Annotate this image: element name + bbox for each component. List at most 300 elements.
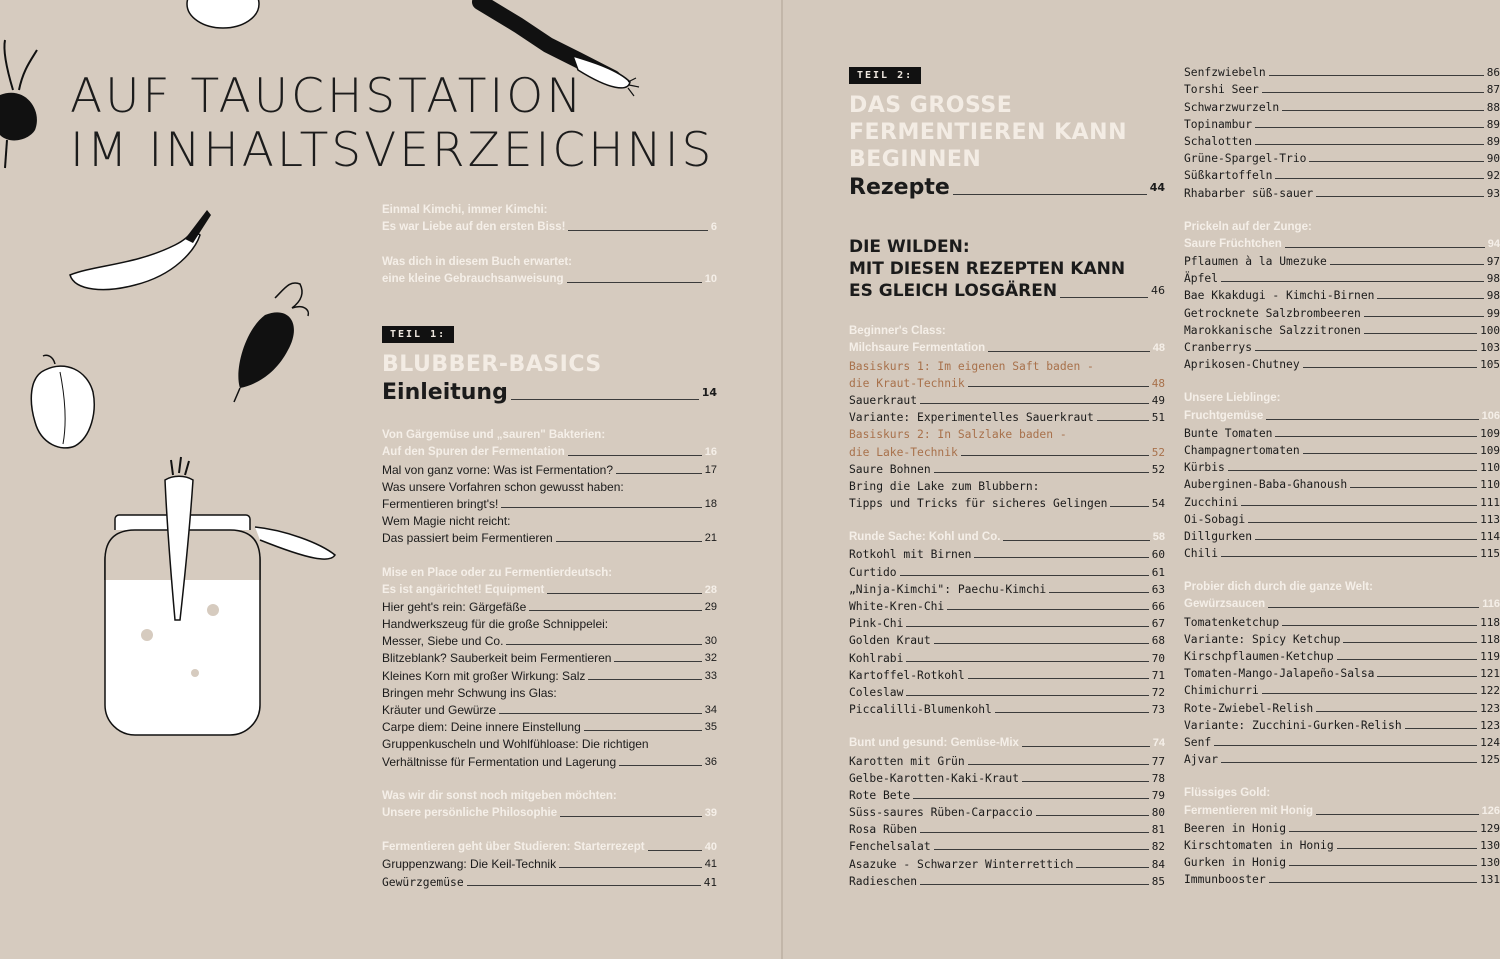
toc-entry[interactable]: [1184, 612, 1500, 629]
page-number: 126: [1481, 804, 1500, 817]
leader-dots: [1248, 522, 1477, 523]
leader-dots: [995, 712, 1149, 713]
entry-title: Fermentieren geht über Studieren: Starterrezept: [382, 841, 645, 854]
toc-entry[interactable]: [1184, 784, 1500, 801]
toc-entry[interactable]: [1184, 355, 1500, 372]
toc-entry[interactable]: [849, 854, 1165, 871]
entry-title: Blitzeblank? Sauberkeit beim Fermentieren: [382, 651, 612, 666]
leader-dots: [1228, 470, 1477, 471]
leader-dots: [900, 575, 1149, 576]
toc-entry[interactable]: [382, 632, 717, 649]
leader-dots: [567, 282, 702, 283]
leader-dots: [1337, 848, 1477, 849]
leader-dots: [1316, 711, 1477, 712]
toc-entry[interactable]: [849, 374, 1165, 391]
page-number: 116: [1482, 598, 1500, 611]
toc-entry[interactable]: [849, 477, 1165, 494]
page-number: 63: [1151, 582, 1165, 596]
toc-entry[interactable]: [382, 378, 717, 406]
toc-entry[interactable]: [849, 631, 1165, 648]
page-number: 130: [1480, 856, 1500, 870]
toc-entry[interactable]: [382, 649, 717, 666]
toc-entry[interactable]: [1184, 544, 1500, 561]
toc-entry[interactable]: [382, 563, 717, 580]
toc-entry[interactable]: [1184, 389, 1500, 406]
toc-entry[interactable]: [1184, 303, 1500, 320]
toc-entry[interactable]: [849, 322, 1165, 339]
entry-title: Prickeln auf der Zunge:: [1184, 220, 1312, 233]
page-number: 39: [704, 806, 717, 819]
entry-title: Messer, Siebe und Co.: [382, 634, 504, 649]
page-number: 115: [1480, 547, 1500, 561]
leader-dots: [1214, 745, 1477, 746]
part1-toc: [382, 426, 717, 890]
page-number: 72: [1151, 685, 1165, 699]
toc-entry[interactable]: [382, 855, 717, 872]
toc-entry[interactable]: [849, 614, 1165, 631]
title-line-2: IM INHALTSVERZEICHNIS: [70, 123, 715, 178]
entry-title: Beginner's Class:: [849, 325, 946, 338]
entry-title: White-Kren-Chi: [849, 600, 945, 613]
page-number: 81: [1151, 823, 1165, 837]
toc-entry[interactable]: [1184, 492, 1500, 509]
entry-title: Beeren in Honig: [1184, 821, 1287, 835]
toc-entry[interactable]: [1184, 853, 1500, 870]
entry-title: die Lake-Technik: [849, 445, 958, 459]
leader-dots: [913, 798, 1149, 799]
leader-dots: [1337, 659, 1477, 660]
entry-title: Wem Magie nicht reicht:: [382, 514, 511, 529]
toc-entry[interactable]: [1184, 406, 1500, 423]
entry-title: Mise en Place oder zu Fermentierdeutsch:: [382, 566, 613, 579]
entry-title: Kirschpflaumen-Ketchup: [1184, 650, 1334, 663]
entry-title: Bunt und gesund: Gemüse-Mix: [849, 737, 1019, 750]
entry-title: Mal von ganz vorne: Was ist Fermentation?: [382, 462, 613, 477]
page-number: 17: [704, 463, 717, 476]
part2-badge: TEIL 2:: [849, 67, 921, 84]
page-number: 33: [704, 669, 717, 682]
toc-entry[interactable]: [1184, 698, 1500, 715]
page-number: 97: [1486, 255, 1500, 269]
page-number: 110: [1480, 461, 1500, 475]
toc-entry[interactable]: [849, 786, 1165, 803]
toc-entry[interactable]: [382, 443, 717, 460]
page-number: 41: [703, 875, 717, 889]
leader-dots: [1330, 264, 1484, 265]
toc-entry[interactable]: [1184, 647, 1500, 664]
leader-dots: [1049, 592, 1149, 593]
leader-dots: [1364, 316, 1484, 317]
entry-title: Saure Bohnen: [849, 462, 931, 476]
toc-entry[interactable]: [1184, 149, 1500, 166]
leader-dots: [1282, 625, 1477, 626]
wild-line: MIT DIESEN REZEPTEN KANN: [849, 259, 1126, 279]
entry-title: Saure Früchtchen: [1184, 237, 1282, 250]
entry-title: Sauerkraut: [849, 393, 918, 407]
toc-entry[interactable]: [849, 562, 1165, 579]
leader-dots: [1303, 453, 1478, 454]
page-number: 84: [1151, 857, 1165, 871]
toc-entry[interactable]: [1184, 510, 1500, 527]
entry-title: Handwerkszeug für die große Schnippelei:: [382, 617, 609, 632]
toc-entry[interactable]: [1184, 97, 1500, 114]
toc-entry[interactable]: [1184, 218, 1500, 235]
toc-entry[interactable]: [1184, 630, 1500, 647]
beet-illustration: [0, 40, 50, 170]
toc-entry[interactable]: [382, 701, 717, 718]
leader-dots: [648, 850, 702, 851]
toc-entry[interactable]: [382, 615, 717, 632]
entry-title: Fermentieren mit Honig: [1184, 804, 1314, 817]
toc-entry[interactable]: [849, 460, 1165, 477]
toc-entry[interactable]: [1184, 183, 1500, 200]
leader-dots: [1022, 781, 1149, 782]
part1-badge: TEIL 1:: [382, 326, 454, 343]
page-number: 100: [1480, 323, 1500, 337]
entry-title: Unsere Lieblinge:: [1184, 392, 1281, 405]
toc-entry[interactable]: [1184, 166, 1500, 183]
entry-title: Unsere persönliche Philosophie: [382, 806, 558, 819]
page-number: 29: [704, 600, 717, 613]
page-number: 46: [1151, 284, 1165, 297]
part2-title-line: DAS GROSSE: [849, 93, 1013, 118]
page-number: 131: [1480, 873, 1500, 887]
toc-entry[interactable]: [382, 666, 717, 683]
toc-entry[interactable]: [1184, 836, 1500, 853]
leader-dots: [1350, 487, 1477, 488]
toc-entry[interactable]: [849, 683, 1165, 700]
entry-title: Variante: Spicy Ketchup: [1184, 632, 1341, 646]
page-number: 79: [1151, 788, 1165, 802]
leader-dots: [934, 849, 1149, 850]
entry-title: Flüssiges Gold:: [1184, 787, 1271, 800]
entry-title: Milchsaure Fermentation: [849, 342, 986, 355]
leader-dots: [1289, 865, 1477, 866]
toc-entry[interactable]: [849, 734, 1165, 751]
leader-dots: [1269, 882, 1478, 883]
entry-title: Senf: [1184, 735, 1212, 749]
page-number: 70: [1151, 651, 1165, 665]
leader-dots: [1110, 506, 1148, 507]
lemon-illustration: [185, 0, 265, 35]
toc-entry[interactable]: [382, 460, 717, 477]
entry-title: Auberginen-Baba-Ghanoush: [1184, 478, 1348, 492]
toc-entry[interactable]: [1184, 269, 1500, 286]
zucchini-illustration: [65, 205, 215, 300]
entry-title: Gewürzsaucen: [1184, 598, 1266, 611]
wild-section: [849, 236, 1165, 302]
part2-header: [849, 63, 1165, 201]
toc-entry[interactable]: [1184, 252, 1500, 269]
leader-dots: [906, 661, 1148, 662]
toc-entry[interactable]: [1184, 664, 1500, 681]
page-number: 106: [1481, 409, 1500, 422]
leader-dots: [506, 644, 701, 645]
entry-title: Kräuter und Gewürze: [382, 703, 497, 717]
toc-entry[interactable]: [849, 648, 1165, 665]
page-number: 51: [1151, 411, 1165, 425]
entry-title: eine kleine Gebrauchsanweisung: [382, 272, 564, 285]
toc-entry[interactable]: [1184, 870, 1500, 887]
page-title: [70, 70, 714, 178]
toc-entry[interactable]: [1184, 441, 1500, 458]
leader-dots: [560, 816, 702, 817]
toc-entry[interactable]: [1184, 750, 1500, 767]
page-number: 52: [1151, 462, 1165, 476]
toc-entry[interactable]: [382, 598, 717, 615]
page-number: 109: [1480, 443, 1500, 457]
page-number: 94: [1487, 237, 1500, 250]
toc-entry[interactable]: [1184, 819, 1500, 836]
toc-entry[interactable]: [849, 528, 1165, 545]
page-number: 18: [704, 497, 717, 510]
recipes-toc-middle: [849, 322, 1165, 889]
leader-dots: [961, 455, 1149, 456]
leader-dots: [1221, 556, 1477, 557]
page-number: 28: [704, 583, 717, 596]
entry-title: Schalotten: [1184, 134, 1253, 148]
section-spacer: [1184, 767, 1500, 784]
toc-entry[interactable]: [849, 391, 1165, 408]
entry-title: Bae Kkakdugi - Kimchi-Birnen: [1184, 289, 1375, 303]
page-number: 73: [1151, 703, 1165, 717]
toc-entry[interactable]: [382, 838, 717, 855]
toc-entry[interactable]: [849, 700, 1165, 717]
toc-entry[interactable]: [1184, 80, 1500, 97]
page-number: 32: [704, 652, 717, 665]
toc-entry[interactable]: [382, 270, 717, 287]
wild-line: ES GLEICH LOSGÄREN: [849, 281, 1058, 301]
section-spacer: [849, 511, 1165, 528]
recipes-toc-right: [1184, 63, 1500, 887]
entry-title: Rhabarber süß-sauer: [1184, 186, 1314, 200]
part1-subtitle: Einleitung: [382, 380, 508, 405]
toc-entry[interactable]: [382, 735, 717, 752]
page-number: 103: [1480, 341, 1500, 354]
part1-title: BLUBBER-BASICS: [382, 352, 602, 377]
toc-entry[interactable]: [849, 545, 1165, 562]
section-spacer: [382, 546, 717, 563]
toc-entry[interactable]: [382, 426, 717, 443]
page-number: 67: [1151, 617, 1165, 631]
entry-title: Chili: [1184, 547, 1219, 561]
toc-entry[interactable]: [382, 581, 717, 598]
leader-dots: [968, 678, 1149, 679]
page-number: 90: [1486, 152, 1500, 166]
entry-title: Schwarzwurzeln: [1184, 100, 1280, 114]
fermenting-jar-illustration: [95, 455, 355, 740]
toc-entry[interactable]: [1184, 132, 1500, 149]
toc-entry[interactable]: [382, 718, 717, 735]
toc-entry[interactable]: [1184, 235, 1500, 252]
page-number: 48: [1151, 376, 1165, 390]
page-number: 54: [1151, 497, 1165, 511]
entry-title: Rosa Rüben: [849, 823, 918, 837]
page-number: 44: [1149, 181, 1165, 194]
toc-entry[interactable]: [849, 356, 1165, 373]
entry-title: Torshi Seer: [1184, 83, 1259, 97]
toc-entry[interactable]: [849, 872, 1165, 889]
entry-title: Gruppenzwang: Die Keil-Technik: [382, 857, 557, 872]
toc-entry[interactable]: [849, 442, 1165, 459]
page-number: 89: [1486, 117, 1500, 131]
page-number: 34: [704, 704, 717, 716]
toc-entry[interactable]: [849, 837, 1165, 854]
entry-title: Kartoffel-Rotkohl: [849, 668, 965, 682]
leader-dots: [974, 557, 1148, 558]
page-number: 113: [1480, 512, 1500, 526]
page-number: 66: [1151, 600, 1165, 613]
leader-dots: [511, 399, 699, 400]
leader-dots: [1266, 419, 1478, 420]
toc-entry[interactable]: [382, 529, 717, 546]
toc-entry[interactable]: [382, 495, 717, 512]
entry-title: Pflaumen à la Umezuke: [1184, 255, 1327, 269]
toc-entry[interactable]: [1184, 475, 1500, 492]
toc-entry[interactable]: [1184, 595, 1500, 612]
leader-dots: [1076, 867, 1148, 868]
entry-title: Champagnertomaten: [1184, 443, 1300, 457]
entry-title: Tipps und Tricks für sicheres Gelingen: [849, 497, 1108, 511]
leader-dots: [1255, 144, 1484, 145]
entry-title: Kürbis: [1184, 461, 1225, 475]
toc-entry[interactable]: [382, 252, 717, 269]
entry-title: Radieschen: [849, 874, 918, 888]
toc-entry[interactable]: [1184, 578, 1500, 595]
toc-entry[interactable]: [382, 201, 717, 218]
toc-entry[interactable]: [849, 280, 1165, 302]
toc-entry[interactable]: [849, 820, 1165, 837]
page-number: 68: [1151, 634, 1165, 648]
toc-entry[interactable]: [382, 684, 717, 701]
leader-dots: [968, 386, 1149, 387]
toc-entry[interactable]: [849, 769, 1165, 786]
page-number: 123: [1480, 718, 1500, 732]
page-number: 48: [1152, 342, 1165, 355]
leader-dots: [1036, 815, 1149, 816]
leader-dots: [968, 764, 1149, 765]
entry-title: Zucchini: [1184, 495, 1239, 509]
entry-title: Asazuke - Schwarzer Winterrettich: [849, 857, 1074, 871]
toc-entry[interactable]: [1184, 424, 1500, 441]
toc-entry[interactable]: [849, 580, 1165, 597]
leader-dots: [1275, 178, 1483, 179]
page-number: 86: [1486, 66, 1500, 80]
leader-dots: [1343, 642, 1477, 643]
entry-title: Bring die Lake zum Blubbern:: [849, 479, 1040, 493]
entry-title: Süßkartoffeln: [1184, 169, 1273, 183]
toc-entry[interactable]: [1184, 338, 1500, 355]
entry-title: Variante: Zucchini-Gurken-Relish: [1184, 718, 1402, 732]
leader-dots: [1275, 436, 1477, 437]
entry-title: Topinambur: [1184, 117, 1253, 131]
toc-entry[interactable]: [1184, 458, 1500, 475]
page-number: 121: [1480, 667, 1500, 681]
leader-dots: [467, 885, 701, 886]
leader-dots: [988, 351, 1150, 352]
page-number: 6: [710, 221, 717, 234]
toc-entry[interactable]: [849, 597, 1165, 614]
entry-title: Marokkanische Salzzitronen: [1184, 323, 1361, 337]
leader-dots: [1262, 92, 1484, 93]
toc-entry[interactable]: [849, 425, 1165, 442]
toc-entry[interactable]: [1184, 801, 1500, 818]
entry-title: Bringen mehr Schwung ins Glas:: [382, 685, 557, 700]
wild-line: DIE WILDEN:: [849, 237, 970, 257]
leader-dots: [1097, 420, 1149, 421]
page-number: 93: [1486, 186, 1500, 200]
toc-entry[interactable]: [849, 173, 1165, 201]
entry-title: Bunte Tomaten: [1184, 426, 1273, 440]
leader-dots: [1268, 607, 1479, 608]
entry-title: Gurken in Honig: [1184, 856, 1287, 870]
leader-dots: [1221, 281, 1484, 282]
leader-dots: [1241, 505, 1477, 506]
toc-entry[interactable]: [1184, 733, 1500, 750]
leader-dots: [947, 609, 1149, 610]
entry-title: Süss-saures Rüben-Carpaccio: [849, 806, 1033, 820]
section-spacer: [382, 235, 717, 252]
toc-entry[interactable]: [382, 787, 717, 804]
entry-title: Aprikosen-Chutney: [1184, 358, 1300, 372]
part2-subtitle: Rezepte: [849, 175, 950, 200]
toc-entry[interactable]: [382, 804, 717, 821]
entry-title: Grüne-Spargel-Trio: [1184, 152, 1307, 166]
toc-entry[interactable]: [1184, 286, 1500, 303]
page-number: 82: [1151, 840, 1165, 854]
leader-dots: [1282, 110, 1484, 111]
leader-dots: [1303, 367, 1478, 368]
page-number: 80: [1151, 806, 1165, 820]
toc-entry[interactable]: [1184, 321, 1500, 338]
page-number: 105: [1480, 358, 1500, 372]
toc-entry[interactable]: [382, 478, 717, 495]
toc-entry[interactable]: [849, 494, 1165, 511]
toc-entry[interactable]: [849, 803, 1165, 820]
entry-title: Es ist angärichtet! Equipment: [382, 583, 545, 596]
leader-dots: [1255, 539, 1477, 540]
page-number: 40: [704, 841, 717, 854]
toc-entry[interactable]: [1184, 527, 1500, 544]
section-spacer: [849, 717, 1165, 734]
toc-entry[interactable]: [382, 752, 717, 769]
entry-title: Chimichurri: [1184, 684, 1259, 698]
toc-entry[interactable]: [1184, 63, 1500, 80]
leader-dots: [616, 473, 702, 474]
toc-entry[interactable]: [849, 339, 1165, 356]
toc-entry[interactable]: [382, 872, 717, 889]
toc-entry[interactable]: [849, 408, 1165, 425]
leader-dots: [1364, 333, 1477, 334]
toc-entry[interactable]: [382, 512, 717, 529]
entry-title: Coleslaw: [849, 685, 904, 699]
entry-title: Gelbe-Karotten-Kaki-Kraut: [849, 771, 1020, 785]
toc-entry[interactable]: [1184, 115, 1500, 132]
leader-dots: [1003, 540, 1149, 541]
leader-dots: [501, 507, 701, 508]
toc-entry[interactable]: [382, 218, 717, 235]
leader-dots: [1285, 247, 1485, 248]
leader-dots: [1269, 75, 1484, 76]
page-number: 125: [1480, 753, 1500, 767]
entry-title: Basiskurs 1: Im eigenen Saft baden -: [849, 359, 1094, 373]
toc-entry[interactable]: [1184, 716, 1500, 733]
toc-entry[interactable]: [849, 751, 1165, 768]
page-number: 129: [1480, 821, 1500, 835]
toc-entry[interactable]: [1184, 681, 1500, 698]
page-number: 49: [1151, 393, 1165, 407]
toc-entry[interactable]: [849, 666, 1165, 683]
